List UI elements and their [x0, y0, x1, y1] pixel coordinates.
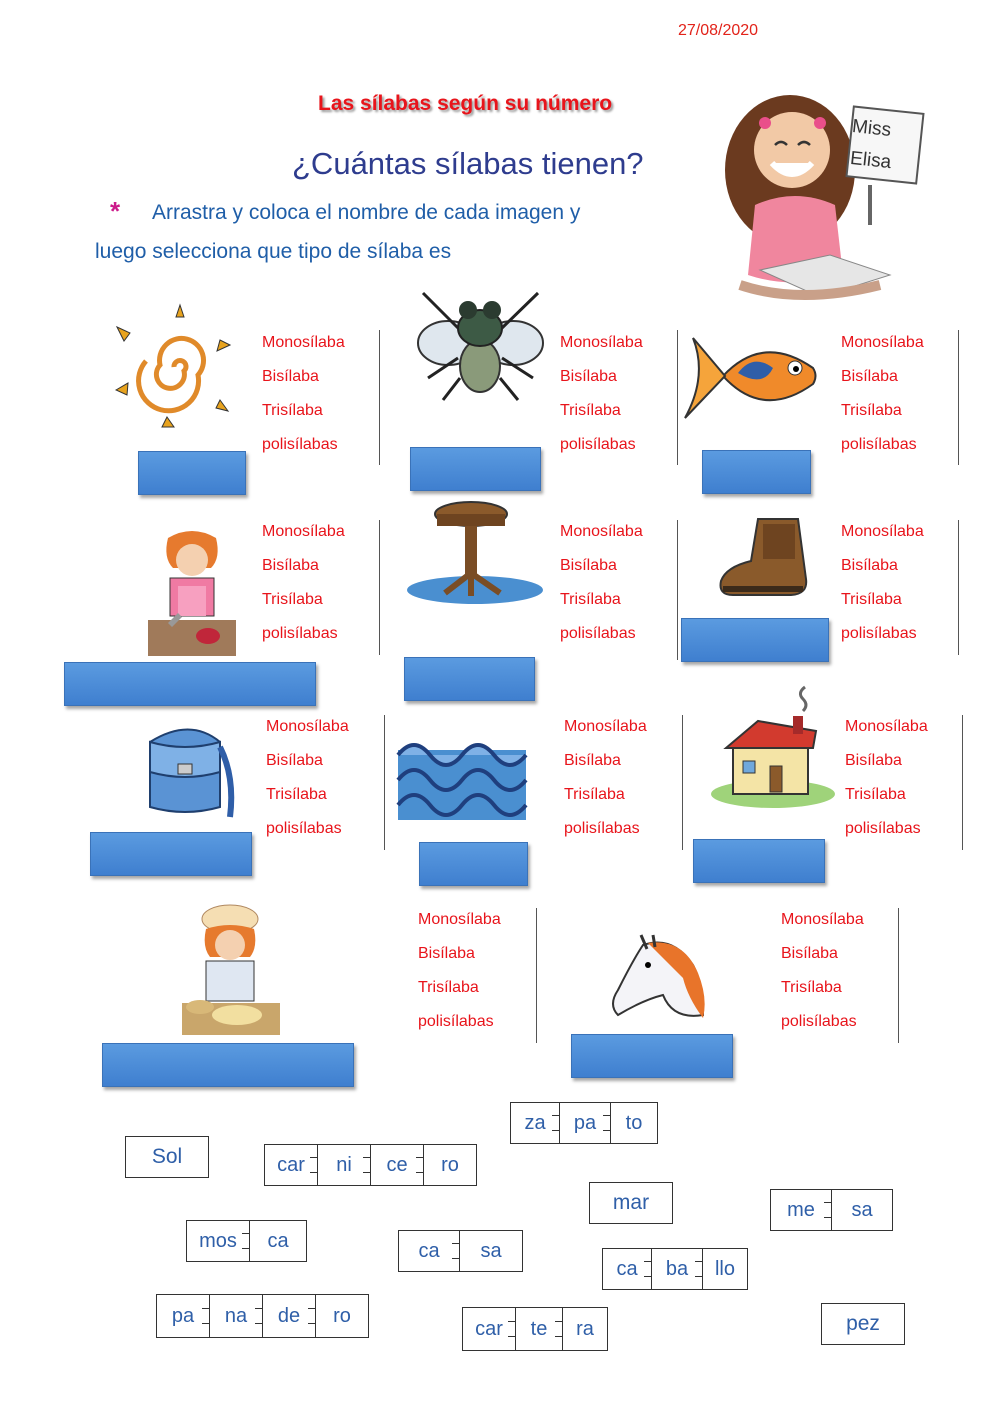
word-card-panadero[interactable]: [156, 1294, 368, 1338]
syllable-piece: ca: [249, 1220, 307, 1262]
syllable-piece: de: [262, 1294, 316, 1338]
option-trisilaba[interactable]: Trisílaba: [841, 591, 902, 608]
option-bisilaba[interactable]: Bisílaba: [266, 752, 323, 769]
drop-zone-casa[interactable]: [693, 839, 825, 883]
drop-zone-pez[interactable]: [702, 450, 811, 494]
butcher-icon: [148, 528, 236, 656]
syllable-piece: car: [264, 1144, 318, 1186]
syllable-piece: car: [462, 1307, 516, 1351]
option-monosilaba[interactable]: Monosílaba: [560, 523, 643, 540]
option-monosilaba[interactable]: Monosílaba: [781, 911, 864, 928]
option-polisilabas[interactable]: polisílabas: [845, 820, 921, 837]
baker-icon: [182, 905, 280, 1035]
options-casa: [845, 710, 928, 846]
option-trisilaba[interactable]: Trisílaba: [262, 591, 323, 608]
option-monosilaba[interactable]: Monosílaba: [564, 718, 647, 735]
option-trisilaba[interactable]: Trisílaba: [564, 786, 625, 803]
divider: [898, 908, 899, 1043]
fish-icon: [683, 328, 823, 423]
house-icon: [708, 686, 838, 811]
question-heading: ¿Cuántas sílabas tienen?: [292, 146, 644, 181]
option-trisilaba[interactable]: Trisílaba: [266, 786, 327, 803]
instruction-line-1: Arrastra y coloca el nombre de cada imagen y: [152, 201, 581, 224]
fly-icon: [418, 288, 543, 403]
sea-icon: [398, 735, 526, 820]
syllable-piece: za: [510, 1102, 560, 1144]
syllable-piece: ro: [315, 1294, 369, 1338]
option-polisilabas[interactable]: polisílabas: [841, 625, 917, 642]
option-trisilaba[interactable]: Trisílaba: [781, 979, 842, 996]
option-trisilaba[interactable]: Trisílaba: [418, 979, 479, 996]
divider: [379, 520, 380, 655]
option-bisilaba[interactable]: Bisílaba: [560, 368, 617, 385]
option-trisilaba[interactable]: Trisílaba: [262, 402, 323, 419]
page-title: Las sílabas según su número: [318, 92, 613, 115]
option-bisilaba[interactable]: Bisílaba: [845, 752, 902, 769]
syllable-piece: sa: [831, 1189, 893, 1231]
word-card-mosca[interactable]: [186, 1220, 306, 1262]
option-bisilaba[interactable]: Bisílaba: [560, 557, 617, 574]
word-card-casa[interactable]: [398, 1230, 522, 1272]
drop-zone-carnicero[interactable]: [64, 662, 316, 706]
options-mosca: [560, 326, 643, 462]
options-carnicero: [262, 515, 345, 651]
options-sol: [262, 326, 345, 462]
drop-zone-zapato[interactable]: [681, 618, 829, 662]
drop-zone-sol[interactable]: [138, 451, 246, 495]
option-trisilaba[interactable]: Trisílaba: [560, 591, 621, 608]
divider: [682, 715, 683, 850]
teacher-illustration: [720, 75, 930, 305]
option-trisilaba[interactable]: Trisílaba: [845, 786, 906, 803]
word-card-mesa[interactable]: [770, 1189, 892, 1231]
syllable-piece: ni: [317, 1144, 371, 1186]
syllable-piece: sa: [459, 1230, 523, 1272]
horse-icon: [613, 935, 708, 1020]
syllable-piece: llo: [702, 1248, 748, 1290]
syllable-piece: me: [770, 1189, 832, 1231]
sun-icon: [112, 305, 237, 430]
syllable-piece: te: [515, 1307, 563, 1351]
option-bisilaba[interactable]: Bisílaba: [841, 557, 898, 574]
option-polisilabas[interactable]: polisílabas: [560, 625, 636, 642]
sign-text-2: Elisa: [849, 147, 893, 174]
options-pez: [841, 326, 924, 462]
option-trisilaba[interactable]: Trisílaba: [560, 402, 621, 419]
sign-text-1: Miss: [851, 116, 893, 141]
option-bisilaba[interactable]: Bisílaba: [418, 945, 475, 962]
syllable-piece: ca: [602, 1248, 652, 1290]
word-card-pez[interactable]: pez: [821, 1303, 905, 1345]
divider: [536, 908, 537, 1043]
shoe-icon: [718, 514, 813, 599]
divider: [962, 715, 963, 850]
word-card-cartera[interactable]: [462, 1307, 607, 1351]
option-bisilaba[interactable]: Bisílaba: [262, 368, 319, 385]
option-monosilaba[interactable]: Monosílaba: [841, 334, 924, 351]
syllable-piece: to: [610, 1102, 658, 1144]
syllable-piece: ra: [562, 1307, 608, 1351]
word-card-mar[interactable]: mar: [589, 1182, 673, 1224]
options-panadero: [418, 903, 501, 1039]
option-monosilaba[interactable]: Monosílaba: [560, 334, 643, 351]
syllable-piece: pa: [559, 1102, 611, 1144]
syllable-piece: ca: [398, 1230, 460, 1272]
divider: [958, 330, 959, 465]
option-polisilabas[interactable]: polisílabas: [266, 820, 342, 837]
options-zapato: [841, 515, 924, 651]
syllable-piece: ce: [370, 1144, 424, 1186]
drop-zone-caballo[interactable]: [571, 1034, 733, 1078]
syllable-piece: ba: [651, 1248, 703, 1290]
divider: [379, 330, 380, 465]
option-bisilaba[interactable]: Bisílaba: [262, 557, 319, 574]
option-monosilaba[interactable]: Monosílaba: [262, 334, 345, 351]
instruction-line-2: luego selecciona que tipo de sílaba es: [95, 240, 452, 263]
options-mesa: [560, 515, 643, 651]
options-caballo: [781, 903, 864, 1039]
option-monosilaba[interactable]: Monosílaba: [841, 523, 924, 540]
option-monosilaba[interactable]: Monosílaba: [266, 718, 349, 735]
option-polisilabas[interactable]: polisílabas: [781, 1013, 857, 1030]
drop-zone-mesa[interactable]: [404, 657, 535, 701]
option-polisilabas[interactable]: polisílabas: [841, 436, 917, 453]
syllable-piece: na: [209, 1294, 263, 1338]
option-polisilabas[interactable]: polisílabas: [418, 1013, 494, 1030]
bullet-star: *: [110, 196, 121, 226]
option-monosilaba[interactable]: Monosílaba: [845, 718, 928, 735]
drop-zone-cartera[interactable]: [90, 832, 252, 876]
table-icon: [405, 498, 545, 608]
divider: [677, 330, 678, 465]
backpack-icon: [140, 722, 235, 817]
syllable-piece: ro: [423, 1144, 477, 1186]
word-card-carnicero[interactable]: [264, 1144, 476, 1186]
option-bisilaba[interactable]: Bisílaba: [781, 945, 838, 962]
word-card-zapato[interactable]: [510, 1102, 657, 1144]
option-polisilabas[interactable]: polisílabas: [262, 436, 338, 453]
divider: [677, 520, 678, 660]
options-mar: [564, 710, 647, 846]
date: 27/08/2020: [678, 22, 759, 39]
option-monosilaba[interactable]: Monosílaba: [418, 911, 501, 928]
drop-zone-panadero[interactable]: [102, 1043, 354, 1087]
option-bisilaba[interactable]: Bisílaba: [564, 752, 621, 769]
option-trisilaba[interactable]: Trisílaba: [841, 402, 902, 419]
divider: [384, 715, 385, 850]
options-cartera: [266, 710, 349, 846]
divider: [958, 520, 959, 655]
option-polisilabas[interactable]: polisílabas: [262, 625, 338, 642]
drop-zone-mar[interactable]: [419, 842, 528, 886]
option-polisilabas[interactable]: polisílabas: [560, 436, 636, 453]
option-polisilabas[interactable]: polisílabas: [564, 820, 640, 837]
option-bisilaba[interactable]: Bisílaba: [841, 368, 898, 385]
word-card-caballo[interactable]: [602, 1248, 747, 1290]
word-card-sol[interactable]: Sol: [125, 1136, 209, 1178]
syllable-piece: pa: [156, 1294, 210, 1338]
drop-zone-mosca[interactable]: [410, 447, 541, 491]
option-monosilaba[interactable]: Monosílaba: [262, 523, 345, 540]
syllable-piece: mos: [186, 1220, 250, 1262]
